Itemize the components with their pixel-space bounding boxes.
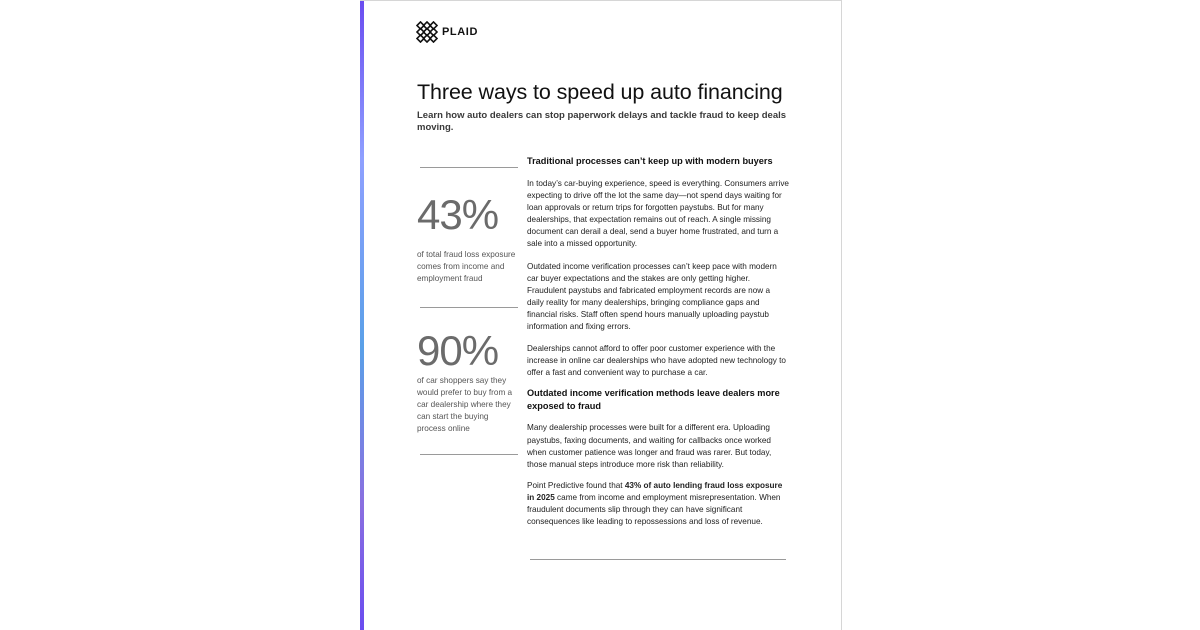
body-paragraph: In today’s car-buying experience, speed is everything. Consumers arrive expecting to drive off the lot the same day—not spend days waiting for loan approvals or return trips for forgotten paystubs. But for many dealerships, that expectation remains out of reach. A single missing document can derail a deal, send a buyer home frustrated, and turn a sale into a missed opportunity. (527, 179, 789, 249)
stat-value: 90% (417, 327, 499, 374)
divider (420, 454, 518, 455)
paragraph-lead: Point Predictive found that (527, 480, 625, 490)
main-text-column (527, 155, 789, 528)
body-paragraph: Many dealership processes were built for a different era. Uploading paystubs, faxing documents, and waiting for callbacks once worked when customer patience was longer and fraud was rarer. But today, those manual steps introduce more risk than reliability. (527, 423, 772, 469)
plaid-tartan-icon (416, 21, 438, 43)
section-heading: Traditional processes can’t keep up with modern buyers (527, 156, 773, 166)
stat-value: 43% (417, 191, 499, 238)
divider (420, 307, 518, 308)
divider (420, 167, 518, 168)
highlight-stat: 43% of auto lending fraud loss exposure in 2025 (527, 480, 783, 502)
stat-caption: of total fraud loss exposure comes from income and employment fraud (417, 250, 516, 283)
document-page (360, 0, 842, 630)
divider (530, 559, 786, 560)
page-subtitle: Learn how auto dealers can stop paperwork delays and tackle fraud to keep deals moving. (417, 110, 787, 133)
stat-caption: of car shoppers say they would prefer to buy from a car dealership where they can start the buying process online (417, 376, 513, 433)
brand-logo (416, 21, 478, 43)
body-paragraph: Dealerships cannot afford to offer poor customer experience with the increase in online car dealerships who have adopted new technology to offer a fast and convenient way to purchase a car. (527, 344, 786, 378)
paragraph-rest: came from income and employment misrepresentation. When fraudulent documents slip through they can have significant consequences like leading to repossessions and loss of revenue. (527, 492, 781, 527)
page-title: Three ways to speed up auto financing (417, 80, 783, 104)
section-heading: Outdated income verification methods leave dealers more exposed to fraud (527, 388, 780, 412)
body-paragraph: Outdated income verification processes can’t keep pace with modern car buyer expectations and the stakes are only getting higher. Fraudulent paystubs and fabricated employment records are now a daily reality for many dealerships, bringing compliance gaps and financial risks. Staff often spend hours manually uploading paystub information and fixing errors. (527, 261, 777, 332)
brand-name: PLAID (442, 26, 478, 38)
page-edge-accent (360, 1, 364, 630)
body-paragraph (527, 480, 789, 528)
